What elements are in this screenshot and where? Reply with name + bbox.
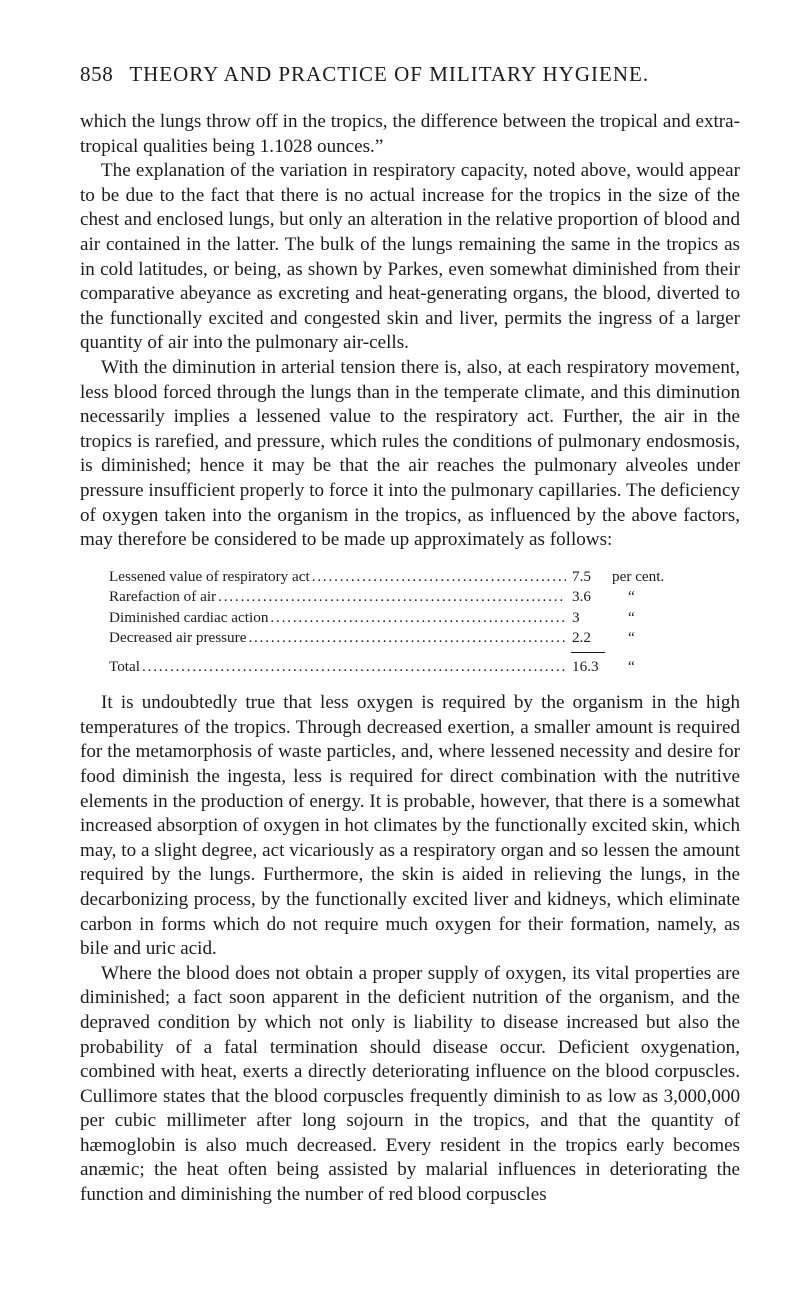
row-label: Rarefaction of air (109, 588, 217, 606)
total-unit: “ (628, 657, 635, 675)
table-row (109, 628, 677, 649)
row-unit: per cent. (612, 567, 665, 585)
paragraph-arterial-tension: With the diminution in arterial tension there is, also, at each respiratory movement, less blood forced through the lungs than in the temperate climate, and this diminution necessarily implies a lessened value to the respiratory act. Further, the air in the tropics is rarefied, and pressure, which rules the conditions of pulmonary endosmosis, is diminished; hence it may be that the air reaches the pulmonary alveoles under pressure insufficient properly to force it into the pulmonary capillaries. The deficiency of oxygen taken into the organism in the tropics, as influenced by the above factors, may therefore be considered to be made up approximately as follows: (80, 356, 740, 551)
dot-leader (218, 587, 566, 608)
oxygen-deficiency-table (109, 567, 677, 678)
table-row (109, 608, 677, 629)
row-value: 7.5 (572, 567, 591, 585)
dot-leader (312, 567, 566, 588)
running-title: THEORY AND PRACTICE OF MILITARY HYGIENE. (129, 62, 650, 86)
row-value: 2.2 (572, 629, 591, 647)
body-text (80, 110, 740, 1208)
paragraph-continuation: which the lungs throw off in the tropics, the difference between the tropical and extra-tropical qualities being 1.1028 ounces.” (80, 111, 740, 157)
total-value: 16.3 (572, 657, 599, 675)
row-value: 3 (572, 608, 580, 626)
table-total-row (109, 657, 677, 678)
dot-leader (270, 608, 566, 629)
row-unit: “ (628, 629, 635, 647)
paragraph-less-oxygen: It is undoubtedly true that less oxygen is required by the organism in the high temperatures of the tropics. Through decreased exertion, a smaller amount is required for the metamorphosis of waste particles, and, where lessened necessity and desire for food diminish the ingesta, less is required for direct combination with the nutritive elements in the production of energy. It is probable, however, that there is a somewhat increased absorption of oxygen in hot climates by the functionally excited skin, which may, to a slight degree, act vicariously as a respiratory organ and so lessen the amount required by the lungs. Furthermore, the skin is aided in relieving the lungs, in the decarbonizing process, by the functionally excited liver and kidneys, which eliminate carbon in forms which do not require much oxygen for their formation, namely, as bile and uric acid. (80, 692, 740, 960)
total-label: Total (109, 657, 140, 675)
table-row (109, 567, 677, 588)
table-row (109, 587, 677, 608)
row-label: Decreased air pressure (109, 629, 247, 647)
paragraph-respiratory-capacity: The explanation of the variation in respiratory capacity, noted above, would appear to be due to the fact that there is no actual increase for the tropics in the size of the chest and enclosed lungs, but only an alteration in the relative proportion of blood and air contained in the latter. The bulk of the lungs remaining the same in the tropics as in cold latitudes, or being, as shown by Parkes, even somewhat diminished from their comparative abeyance as excreting and heat-generating organs, the blood, diverted to the functionally excited and congested skin and liver, permits the ingress of a larger quantity of air into the pulmonary air-cells. (80, 160, 740, 354)
row-unit: “ (628, 608, 635, 626)
dot-leader (248, 628, 566, 649)
row-label: Diminished cardiac action (109, 608, 269, 626)
dot-leader (142, 657, 566, 678)
running-head (80, 62, 740, 90)
total-rule (571, 652, 605, 653)
row-value: 3.6 (572, 588, 591, 606)
page-number: 858 (80, 62, 114, 86)
row-unit: “ (628, 588, 635, 606)
paragraph-blood-supply: Where the blood does not obtain a proper supply of oxygen, its vital properties are diminished; a fact soon apparent in the deficient nutrition of the organism, and the depraved condition by which not only is liability to disease increased but also the probability of a fatal termination should disease occur. Deficient oxygenation, combined with heat, exerts a directly deteriorating influence on the blood corpuscles. Cullimore states that the blood corpuscles frequently diminish to as low as 3,000,000 per cubic millimeter after long sojourn in the tropics, and that the quantity of hæmoglobin is also much decreased. Every resident in the tropics early becomes anæmic; the heat often being assisted by malarial influences in deteriorating the function and diminishing the number of red blood corpuscles (80, 962, 740, 1206)
row-label: Lessened value of respiratory act (109, 567, 310, 585)
